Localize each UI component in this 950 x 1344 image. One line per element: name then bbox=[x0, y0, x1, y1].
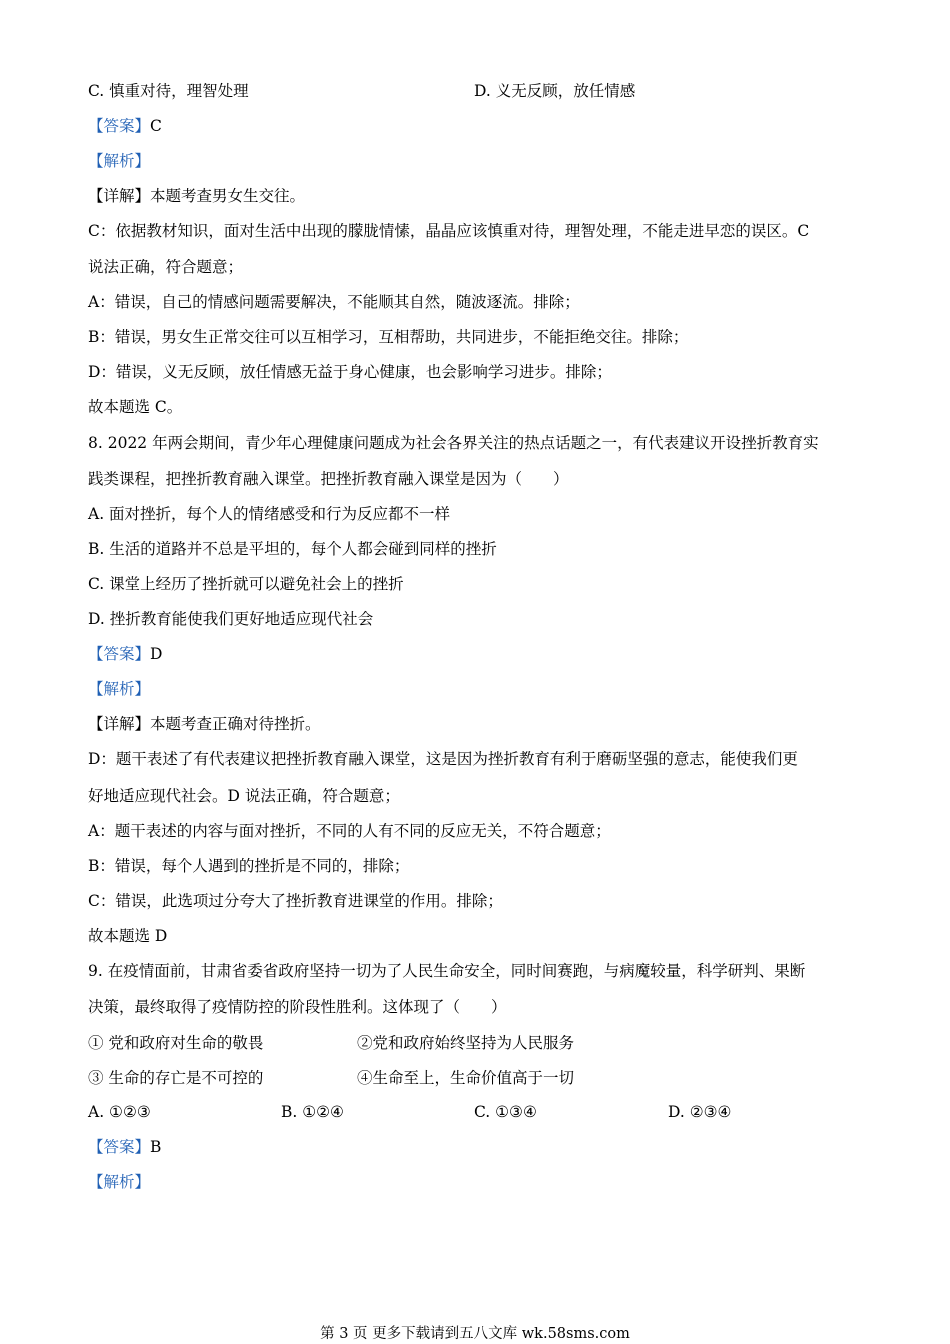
answer-value: B bbox=[150, 1138, 162, 1156]
q7-option-d: D. 义无反顾，放任情感 bbox=[474, 82, 636, 100]
q9-statement-2: ②党和政府始终坚持为人民服务 bbox=[357, 1034, 575, 1052]
q9-analysis-tag: 【解析】 bbox=[88, 1173, 151, 1191]
q8-explanation-line: D：题干表述了有代表建议把挫折教育融入课堂，这是因为挫折教育有利于磨砺坚强的意志，能使我们更 bbox=[88, 750, 798, 768]
q8-explanation-line: 好地适应现代社会。D 说法正确，符合题意； bbox=[88, 787, 400, 805]
q9-option-a: A. ①②③ bbox=[88, 1103, 151, 1121]
q8-answer bbox=[88, 644, 162, 664]
q7-conclusion: 故本题选 C。 bbox=[88, 398, 183, 416]
answer-value: C bbox=[150, 117, 162, 135]
q7-detail bbox=[88, 186, 305, 206]
detail-tag: 【详解】 bbox=[88, 715, 151, 733]
q8-conclusion: 故本题选 D bbox=[88, 927, 168, 945]
q8-option-d: D. 挫折教育能使我们更好地适应现代社会 bbox=[88, 610, 374, 628]
q8-option-b: B. 生活的道路并不总是平坦的，每个人都会碰到同样的挫折 bbox=[88, 540, 497, 558]
answer-tag: 【答案】 bbox=[88, 117, 151, 135]
q9-option-d: D. ②③④ bbox=[668, 1103, 732, 1121]
answer-tag: 【答案】 bbox=[88, 1138, 151, 1156]
q7-answer bbox=[88, 116, 162, 136]
q9-statement-1: ① 党和政府对生命的敬畏 bbox=[88, 1034, 264, 1052]
detail-text: 本题考查正确对待挫折。 bbox=[150, 715, 321, 733]
q7-explanation-line: 说法正确，符合题意； bbox=[88, 258, 244, 276]
q9-answer bbox=[88, 1137, 161, 1157]
q7-option-c: C. 慎重对待，理智处理 bbox=[88, 82, 249, 100]
q7-explanation-line: C：依据教材知识，面对生活中出现的朦胧情愫，晶晶应该慎重对待，理智处理，不能走进早恋的误区。C bbox=[88, 222, 810, 240]
q8-analysis-tag: 【解析】 bbox=[88, 680, 151, 698]
q9-stem-line: 决策，最终取得了疫情防控的阶段性胜利。这体现了（ ） bbox=[88, 998, 507, 1016]
q7-analysis-tag: 【解析】 bbox=[88, 152, 151, 170]
q9-statement-3: ③ 生命的存亡是不可控的 bbox=[88, 1069, 264, 1087]
q8-stem-line: 践类课程，把挫折教育融入课堂。把挫折教育融入课堂是因为（ ） bbox=[88, 470, 569, 488]
detail-tag: 【详解】 bbox=[88, 187, 151, 205]
q9-option-b: B. ①②④ bbox=[281, 1103, 344, 1121]
detail-text: 本题考查男女生交往。 bbox=[150, 187, 306, 205]
q7-explanation-line: D：错误，义无反顾，放任情感无益于身心健康，也会影响学习进步。排除； bbox=[88, 363, 612, 381]
q7-explanation-line: A：错误，自己的情感问题需要解决，不能顺其自然，随波逐流。排除； bbox=[88, 293, 580, 311]
answer-value: D bbox=[150, 645, 163, 663]
q9-option-c: C. ①③④ bbox=[474, 1103, 537, 1121]
q9-stem-line: 9. 在疫情面前，甘肃省委省政府坚持一切为了人民生命安全，同时间赛跑，与病魔较量，科学研判、果断 bbox=[88, 962, 806, 980]
q8-stem-line: 8. 2022 年两会期间，青少年心理健康问题成为社会各界关注的热点话题之一，有代表建议开设挫折教育实 bbox=[88, 434, 819, 452]
page-footer: 第 3 页 更多下载请到五八文库 wk.58sms.com bbox=[320, 1326, 630, 1342]
q8-explanation-line: B：错误，每个人遇到的挫折是不同的，排除； bbox=[88, 857, 410, 875]
q8-option-a: A. 面对挫折，每个人的情绪感受和行为反应都不一样 bbox=[88, 505, 451, 523]
q8-explanation-line: C：错误，此选项过分夸大了挫折教育进课堂的作用。排除； bbox=[88, 892, 503, 910]
answer-tag: 【答案】 bbox=[88, 645, 151, 663]
q9-statement-4: ④生命至上，生命价值高于一切 bbox=[357, 1069, 575, 1087]
q8-explanation-line: A：题干表述的内容与面对挫折，不同的人有不同的反应无关，不符合题意； bbox=[88, 822, 611, 840]
q7-explanation-line: B：错误，男女生正常交往可以互相学习，互相帮助，共同进步，不能拒绝交往。排除； bbox=[88, 328, 689, 346]
q8-option-c: C. 课堂上经历了挫折就可以避免社会上的挫折 bbox=[88, 575, 404, 593]
q8-detail bbox=[88, 714, 321, 734]
